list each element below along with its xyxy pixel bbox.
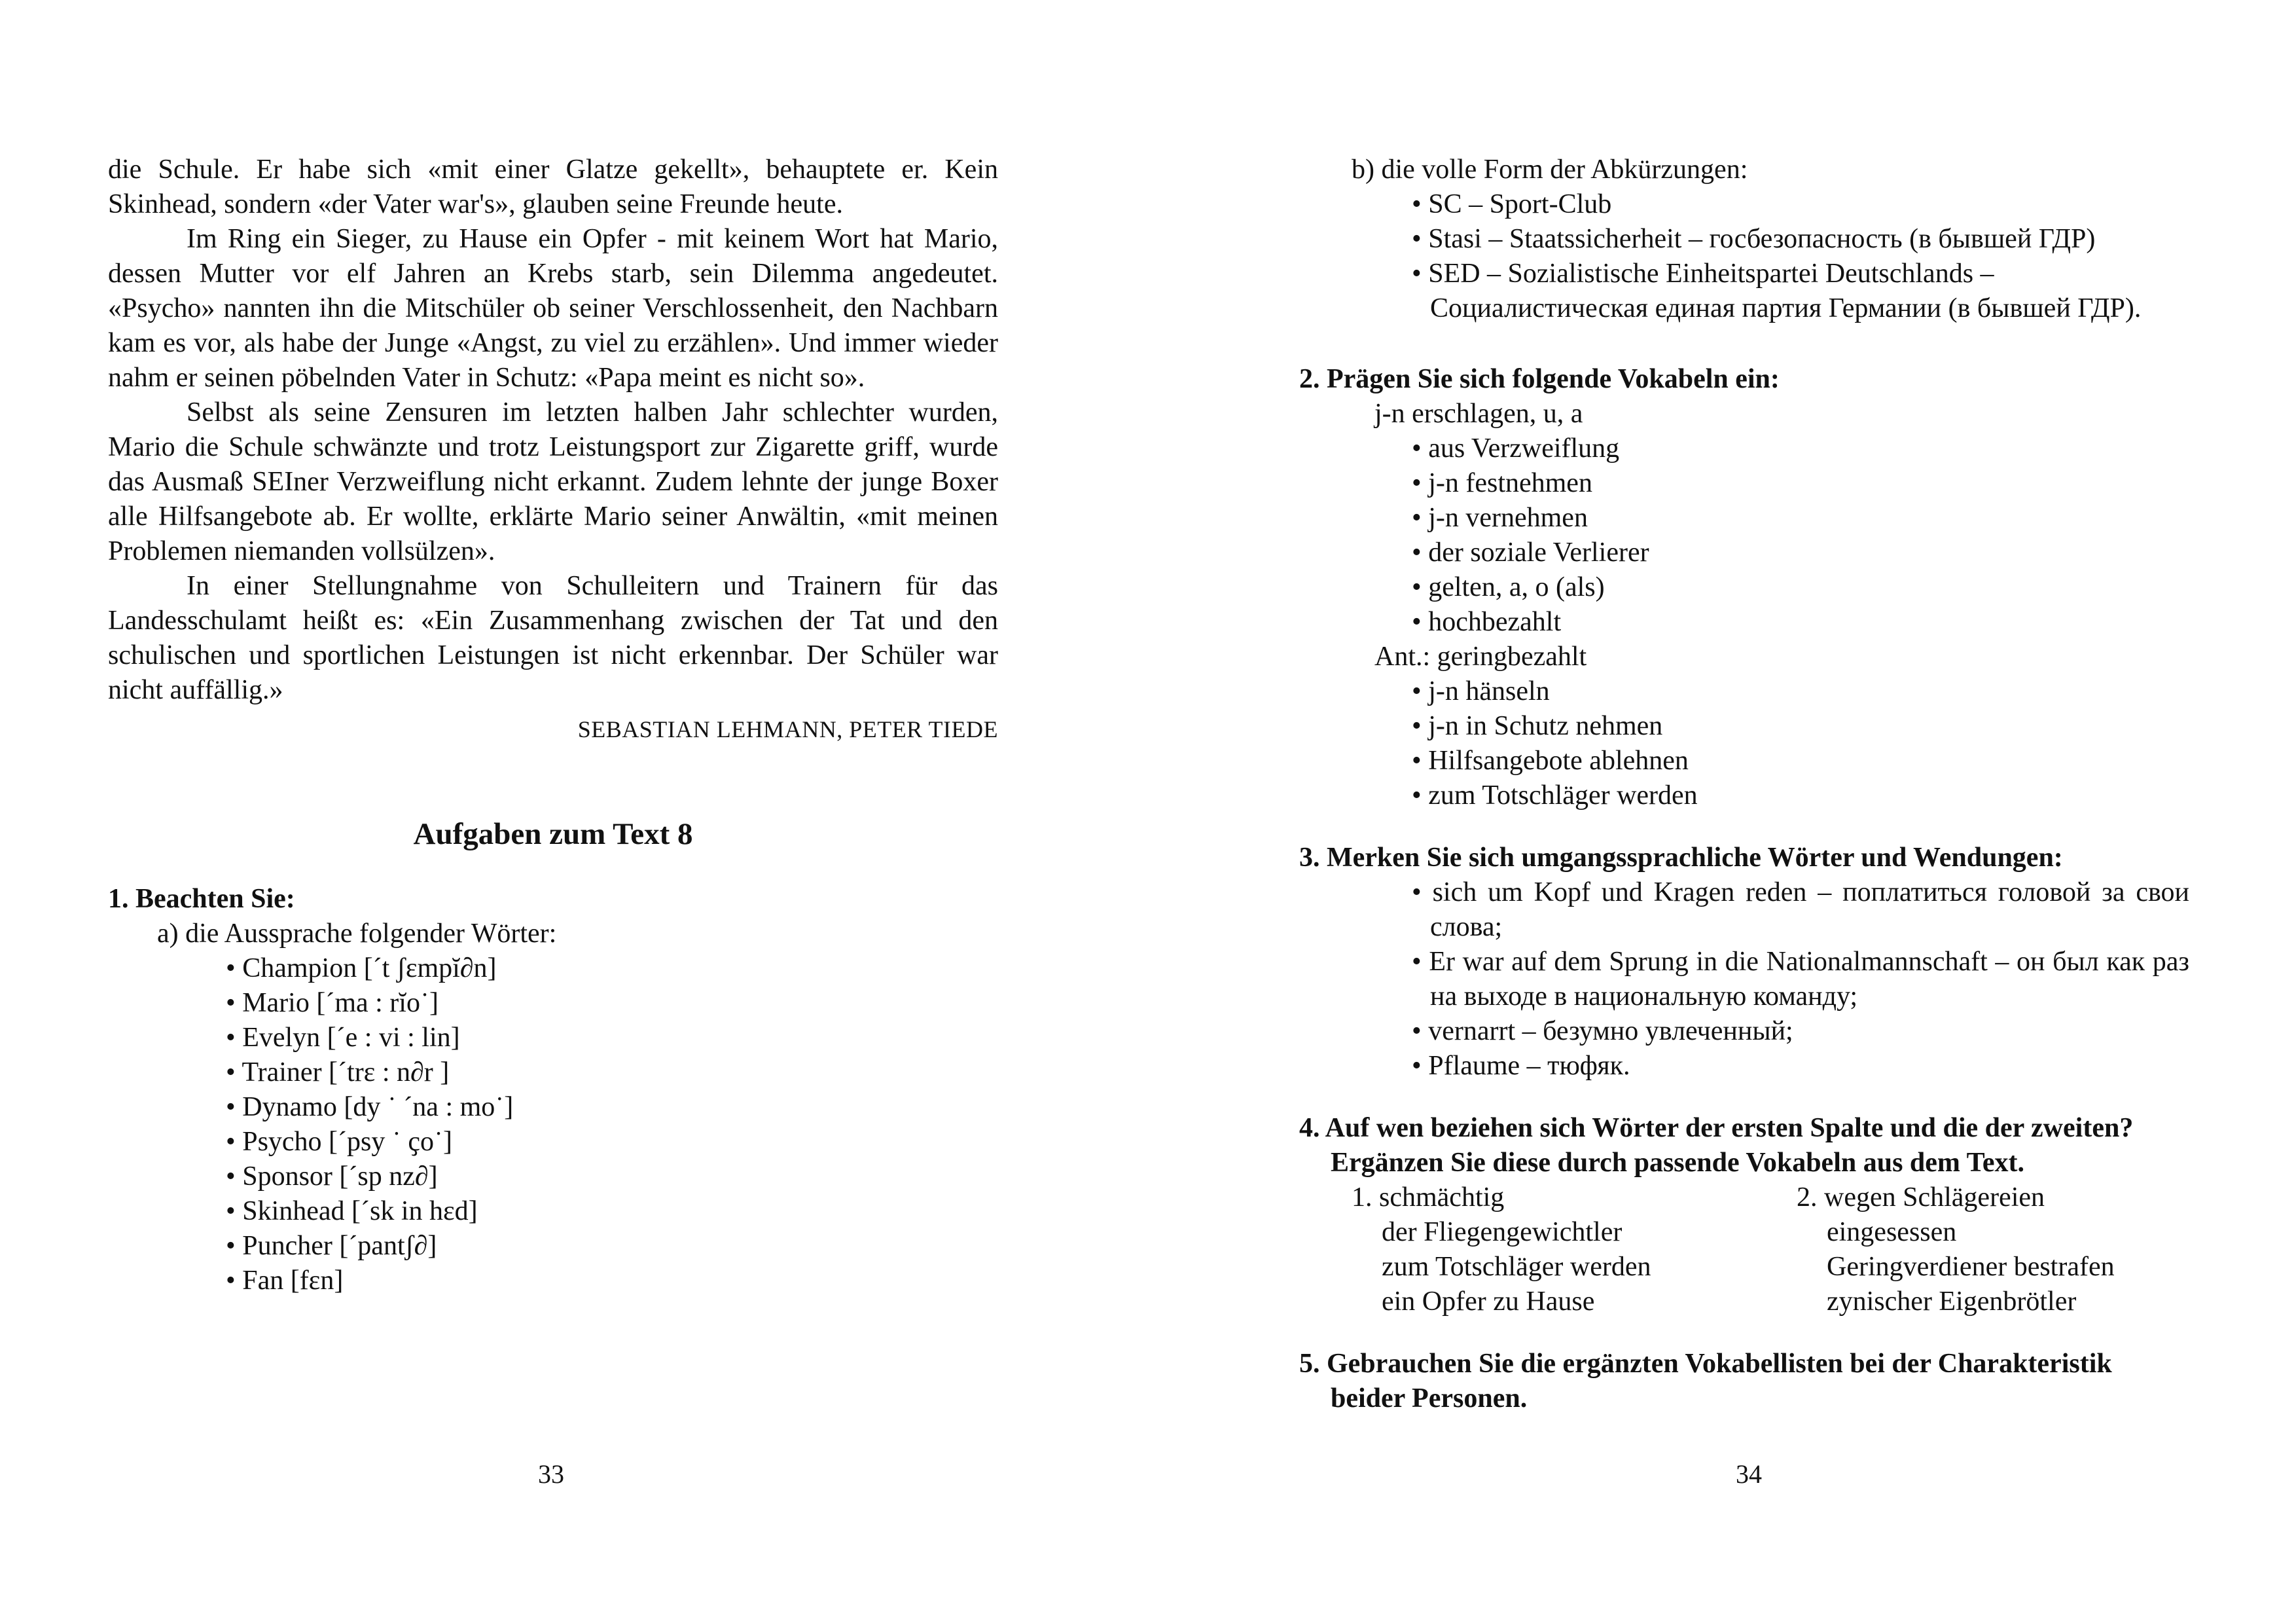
task-3-title: 3. Merken Sie sich umgangssprachliche Wörter und Wendungen: <box>1299 843 2063 873</box>
colloquial-item: • Pflaume – тюфяк. <box>1412 1051 1630 1081</box>
vocabulary-list-b <box>1299 674 2215 813</box>
task-2-head: j-n erschlagen, u, a <box>1374 399 1583 429</box>
abbreviation-item: • SED – Sozialistische Einheitspartei Deutschlands – Социалистическая единая партия Германии (в бывшей ГДР). <box>1412 259 2142 323</box>
pronunciation-item: • Puncher [´pantʃ∂] <box>226 1231 437 1261</box>
paragraph-3: Selbst als seine Zensuren im letzten halben Jahr schlechter wurden, Mario die Schule schwänzte und trotz Leistungsport zur Zigarette griff, wurde das Ausmaß SEIner Verzweiflung nicht erkannt. Zudem lehnte der junge Boxer alle Hilfsangebote ab. Er wollte, erklärte Mario seiner Anwältin, «mit meinen Problemen niemanden vollsülzen». <box>108 397 998 566</box>
abbreviation-item: • SC – Sport-Club <box>1412 189 1612 219</box>
column-2-item: Geringverdiener bestrafen <box>1827 1252 2115 1282</box>
pronunciation-item: • Fan [fɛn] <box>226 1266 344 1296</box>
vocabulary-item: • aus Verzweiflung <box>1412 433 1620 464</box>
vocabulary-list-a <box>1299 431 2215 640</box>
column-1-item: 1. schmächtig <box>1352 1182 1505 1213</box>
pronunciation-list <box>108 951 998 1298</box>
column-2-item: eingesessen <box>1827 1217 1957 1247</box>
paragraph-4: In einer Stellungnahme von Schulleitern und Trainern für das Landesschulamt heißt es: «Ein Zusammenhang zwischen der Tat und den schulischen und sportlichen Leistungen ist nicht erkennbar. Der Schüler war nicht auffällig.» <box>108 571 998 705</box>
pronunciation-item: • Sponsor [´sp nz∂] <box>226 1161 438 1192</box>
colloquial-item: • sich um Kopf und Kragen reden – поплатиться головой за свои слова; <box>1412 877 2189 942</box>
pronunciation-item: • Dynamo [dy ˙ ´na : mo˙] <box>226 1092 514 1122</box>
article-author: SEBASTIAN LEHMANN, PETER TIEDE <box>577 716 998 742</box>
column-1-item: der Fliegengewichtler <box>1382 1217 1623 1247</box>
paragraph-1: die Schule. Er habe sich «mit einer Glatze gekellt», behauptete er. Kein Skinhead, sondern «der Vater war's», glauben seine Freunde heute. <box>108 155 998 219</box>
task-4-column-1 <box>1299 1180 1797 1319</box>
pronunciation-item: • Evelyn [´e : vi : lin] <box>226 1023 460 1053</box>
task-1-title: 1. Beachten Sie: <box>108 884 295 914</box>
vocabulary-item: • gelten, a, o (als) <box>1412 572 1605 602</box>
vocabulary-item: • zum Totschläger werden <box>1412 780 1698 811</box>
page-number-right: 34 <box>1736 1459 1762 1489</box>
pronunciation-item: • Champion [´t ʃɛmpĭ∂n] <box>226 953 497 983</box>
left-page <box>108 0 998 1623</box>
pronunciation-item: • Mario [´ma : rĭo˙] <box>226 988 439 1018</box>
vocabulary-item: • j-n in Schutz nehmen <box>1412 711 1663 741</box>
colloquial-item: • vernarrt – безумно увлеченный; <box>1412 1016 1793 1046</box>
column-2-item: 2. wegen Schlägereien <box>1797 1182 2045 1213</box>
task-1-sub-b: b) die volle Form der Abkürzungen: <box>1352 155 1748 185</box>
column-1-item: ein Opfer zu Hause <box>1382 1286 1595 1317</box>
vocabulary-item: • Hilfsangebote ablehnen <box>1412 746 1689 776</box>
pronunciation-item: • Trainer [´trɛ : n∂r ] <box>226 1057 450 1087</box>
task-2-title: 2. Prägen Sie sich folgende Vokabeln ein: <box>1299 364 1780 394</box>
paragraph-2: Im Ring ein Sieger, zu Hause ein Opfer - mit keinem Wort hat Mario, dessen Mutter vor elf Jahren an Krebs starb, sein Dilemma angedeutet. «Psycho» nannten ihn die Mitschüler ob seiner Verschlossenheit, den Nachbarn kam es vor, als habe der Junge «Angst, zu viel zu erzählen». Und immer wieder nahm er seinen pöbelnden Vater in Schutz: «Papa meint es nicht so». <box>108 224 998 393</box>
vocabulary-item: • j-n vernehmen <box>1412 503 1588 533</box>
task-5-title: 5. Gebrauchen Sie die ergänzten Vokabellisten bei der Charakteristik beider Personen. <box>1299 1349 2112 1413</box>
vocabulary-item: • j-n festnehmen <box>1412 468 1592 498</box>
article-text <box>108 0 998 708</box>
colloquial-list <box>1299 875 2215 1084</box>
task-2-antonym: Ant.: geringbezahlt <box>1374 642 1587 672</box>
vocabulary-item: • der soziale Verlierer <box>1412 538 1649 568</box>
abbreviation-list <box>1299 187 2215 326</box>
right-page <box>1299 0 2215 1623</box>
section-title: Aufgaben zum Text 8 <box>413 817 693 851</box>
vocabulary-item: • hochbezahlt <box>1412 607 1562 637</box>
task-4-columns <box>1299 1180 2215 1319</box>
task-1-sub-a: a) die Aussprache folgender Wörter: <box>157 919 557 949</box>
task-4-column-2 <box>1797 1180 2215 1319</box>
vocabulary-item: • j-n hänseln <box>1412 676 1550 706</box>
page-number-left: 33 <box>538 1459 564 1489</box>
colloquial-item: • Er war auf dem Sprung in die Nationalmannschaft – он был как раз на выходе в национальную команду; <box>1412 947 2189 1012</box>
abbreviation-item: • Stasi – Staatssicherheit – госбезопасность (в бывшей ГДР) <box>1412 224 2096 254</box>
column-2-item: zynischer Eigenbrötler <box>1827 1286 2077 1317</box>
pronunciation-item: • Psycho [´psy ˙ ҫo˙] <box>226 1127 452 1157</box>
task-4-title: 4. Auf wen beziehen sich Wörter der ersten Spalte und die der zweiten? Ergänzen Sie diese durch passende Vokabeln aus dem Text. <box>1299 1113 2134 1178</box>
pronunciation-item: • Skinhead [´sk in hɛd] <box>226 1196 478 1226</box>
column-1-item: zum Totschläger werden <box>1382 1252 1651 1282</box>
